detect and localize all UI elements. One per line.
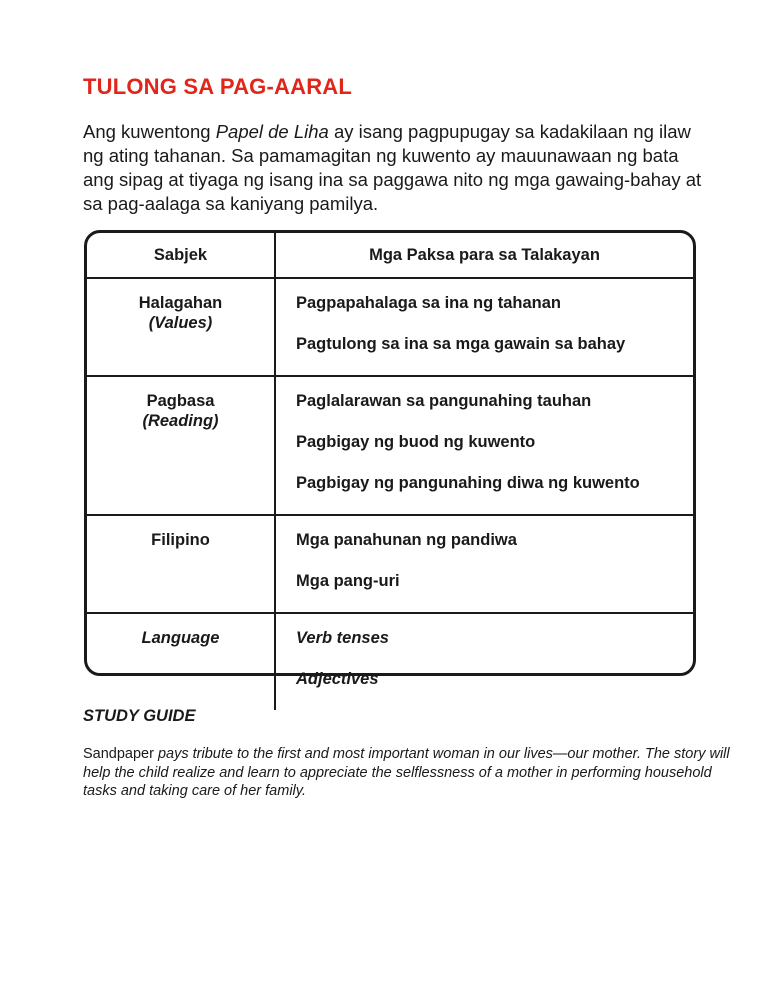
topic-item: Pagbigay ng pangunahing diwa ng kuwento <box>296 474 640 492</box>
subject-sublabel: (Reading) <box>142 412 219 430</box>
table-row <box>87 278 693 376</box>
subject-label: Halagahan <box>138 294 223 312</box>
topic-item: Paglalarawan sa pangunahing tauhan <box>296 392 592 410</box>
study-guide-paragraph <box>83 745 733 801</box>
subject-cell <box>87 278 275 376</box>
topic-item: Mga panahunan ng pandiwa <box>296 531 517 549</box>
table-row <box>87 613 693 710</box>
subject-cell <box>87 376 275 515</box>
study-guide-body: pays tribute to the first and most important woman in our lives—our mother. The story will help the child realize and learn to appreciate the selflessness of a mother in performing household tasks and taking care of her family. <box>83 746 730 799</box>
table-row <box>87 515 693 613</box>
study-guide-book-title: Sandpaper <box>83 746 154 762</box>
topic-item: Pagtulong sa ina sa mga gawain sa bahay <box>296 335 626 353</box>
topics-cell <box>275 613 693 710</box>
header-subject: Sabjek <box>87 233 275 278</box>
topic-item: Adjectives <box>296 670 379 688</box>
subject-cell <box>87 515 275 613</box>
table-row <box>87 376 693 515</box>
header-topics: Mga Paksa para sa Talakayan <box>275 233 693 278</box>
table-header-row <box>87 233 693 278</box>
subject-label: Filipino <box>151 531 210 549</box>
intro-before: Ang kuwentong <box>83 121 216 142</box>
topic-item: Pagpapahalaga sa ina ng tahanan <box>296 294 561 312</box>
topic-item: Verb tenses <box>296 629 389 647</box>
topics-table <box>84 230 696 688</box>
subject-label: Pagbasa <box>146 392 215 410</box>
topics-cell <box>275 376 693 515</box>
subject-cell <box>87 613 275 710</box>
page-title: TULONG SA PAG-AARAL <box>83 74 353 99</box>
topics-cell <box>275 278 693 376</box>
intro-paragraph <box>83 120 713 216</box>
topics-cell <box>275 515 693 613</box>
intro-after: ay isang pagpupugay sa kadakilaan ng ilaw ng ating tahanan. Sa pamamagitan ng kuwento ay mauunawaan ng bata ang sipag at tiyaga ng isang ina sa paggawa nito ng mga gawaing-bahay at sa pag-aalaga sa kaniyang pamilya. <box>83 121 702 214</box>
topic-item: Mga pang-uri <box>296 572 400 590</box>
study-guide-title: STUDY GUIDE <box>83 707 196 725</box>
subject-sublabel: (Values) <box>148 314 213 332</box>
intro-book-title: Papel de Liha <box>215 121 329 142</box>
topic-item: Pagbigay ng buod ng kuwento <box>296 433 536 451</box>
subject-label: Language <box>141 629 220 647</box>
